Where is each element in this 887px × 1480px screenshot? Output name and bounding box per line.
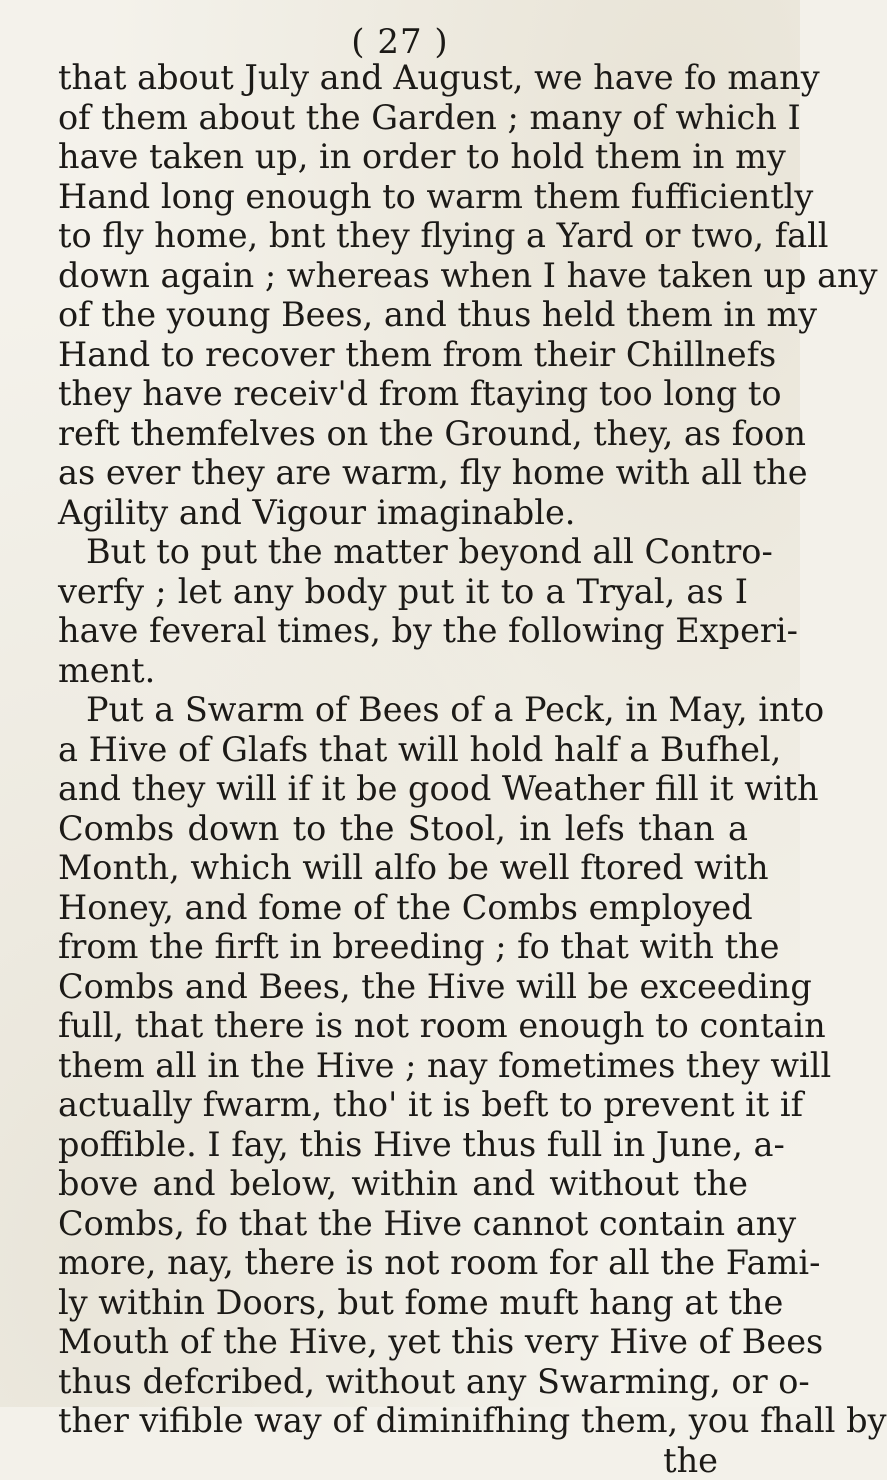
text-line: Hand long enough to warm them fufficiently — [58, 177, 748, 217]
page-number: ( 27 ) — [0, 22, 800, 62]
text-line: Agility and Vigour imaginable. — [58, 493, 748, 533]
text-line: down again ; whereas when I have taken up any — [58, 256, 748, 296]
text-line: Hand to recover them from their Chillnefs — [58, 335, 748, 375]
text-line: poffible. I fay, this Hive thus full in June, a- — [58, 1125, 748, 1165]
text-line: that about July and August, we have fo many — [58, 58, 748, 98]
text-line: have taken up, in order to hold them in my — [58, 137, 748, 177]
text-line: Put a Swarm of Bees of a Peck, in May, into — [58, 690, 748, 730]
text-line: more, nay, there is not room for all the Fami- — [58, 1243, 748, 1283]
text-line: Mouth of the Hive, yet this very Hive of Bees — [58, 1322, 748, 1362]
text-line: full, that there is not room enough to contain — [58, 1006, 748, 1046]
text-line: Combs and Bees, the Hive will be exceeding — [58, 967, 748, 1007]
text-line: But to put the matter beyond all Contro- — [58, 532, 748, 572]
text-line: as ever they are warm, fly home with all the — [58, 453, 748, 493]
text-line: Combs down to the Stool, in lefs than a — [58, 809, 748, 849]
text-line: Combs, fo that the Hive cannot contain any — [58, 1204, 748, 1244]
text-line: and they will if it be good Weather fill it with — [58, 769, 748, 809]
text-line: of them about the Garden ; many of which I — [58, 98, 748, 138]
text-line: actually fwarm, tho' it is beft to prevent it if — [58, 1085, 748, 1125]
text-line: from the firft in breeding ; fo that with the — [58, 927, 748, 967]
text-line: ment. — [58, 651, 748, 691]
text-line: them all in the Hive ; nay fometimes they will — [58, 1046, 748, 1086]
text-line: ther vifible way of diminifhing them, you fhall by — [58, 1401, 748, 1441]
catchword: the — [58, 1441, 748, 1480]
text-line: thus defcribed, without any Swarming, or o- — [58, 1362, 748, 1402]
text-line: have feveral times, by the following Experi- — [58, 611, 748, 651]
text-line: ly within Doors, but fome muft hang at the — [58, 1283, 748, 1323]
body-text — [58, 58, 748, 1480]
text-line: to fly home, bnt they flying a Yard or two, fall — [58, 216, 748, 256]
text-line: of the young Bees, and thus held them in my — [58, 295, 748, 335]
text-line: reft themfelves on the Ground, they, as foon — [58, 414, 748, 454]
text-line: Honey, and fome of the Combs employed — [58, 888, 748, 928]
text-line: they have receiv'd from ftaying too long to — [58, 374, 748, 414]
text-line: verfy ; let any body put it to a Tryal, as I — [58, 572, 748, 612]
text-line: a Hive of Glafs that will hold half a Bufhel, — [58, 730, 748, 770]
text-line: Month, which will alfo be well ftored with — [58, 848, 748, 888]
text-line: bove and below, within and without the — [58, 1164, 748, 1204]
